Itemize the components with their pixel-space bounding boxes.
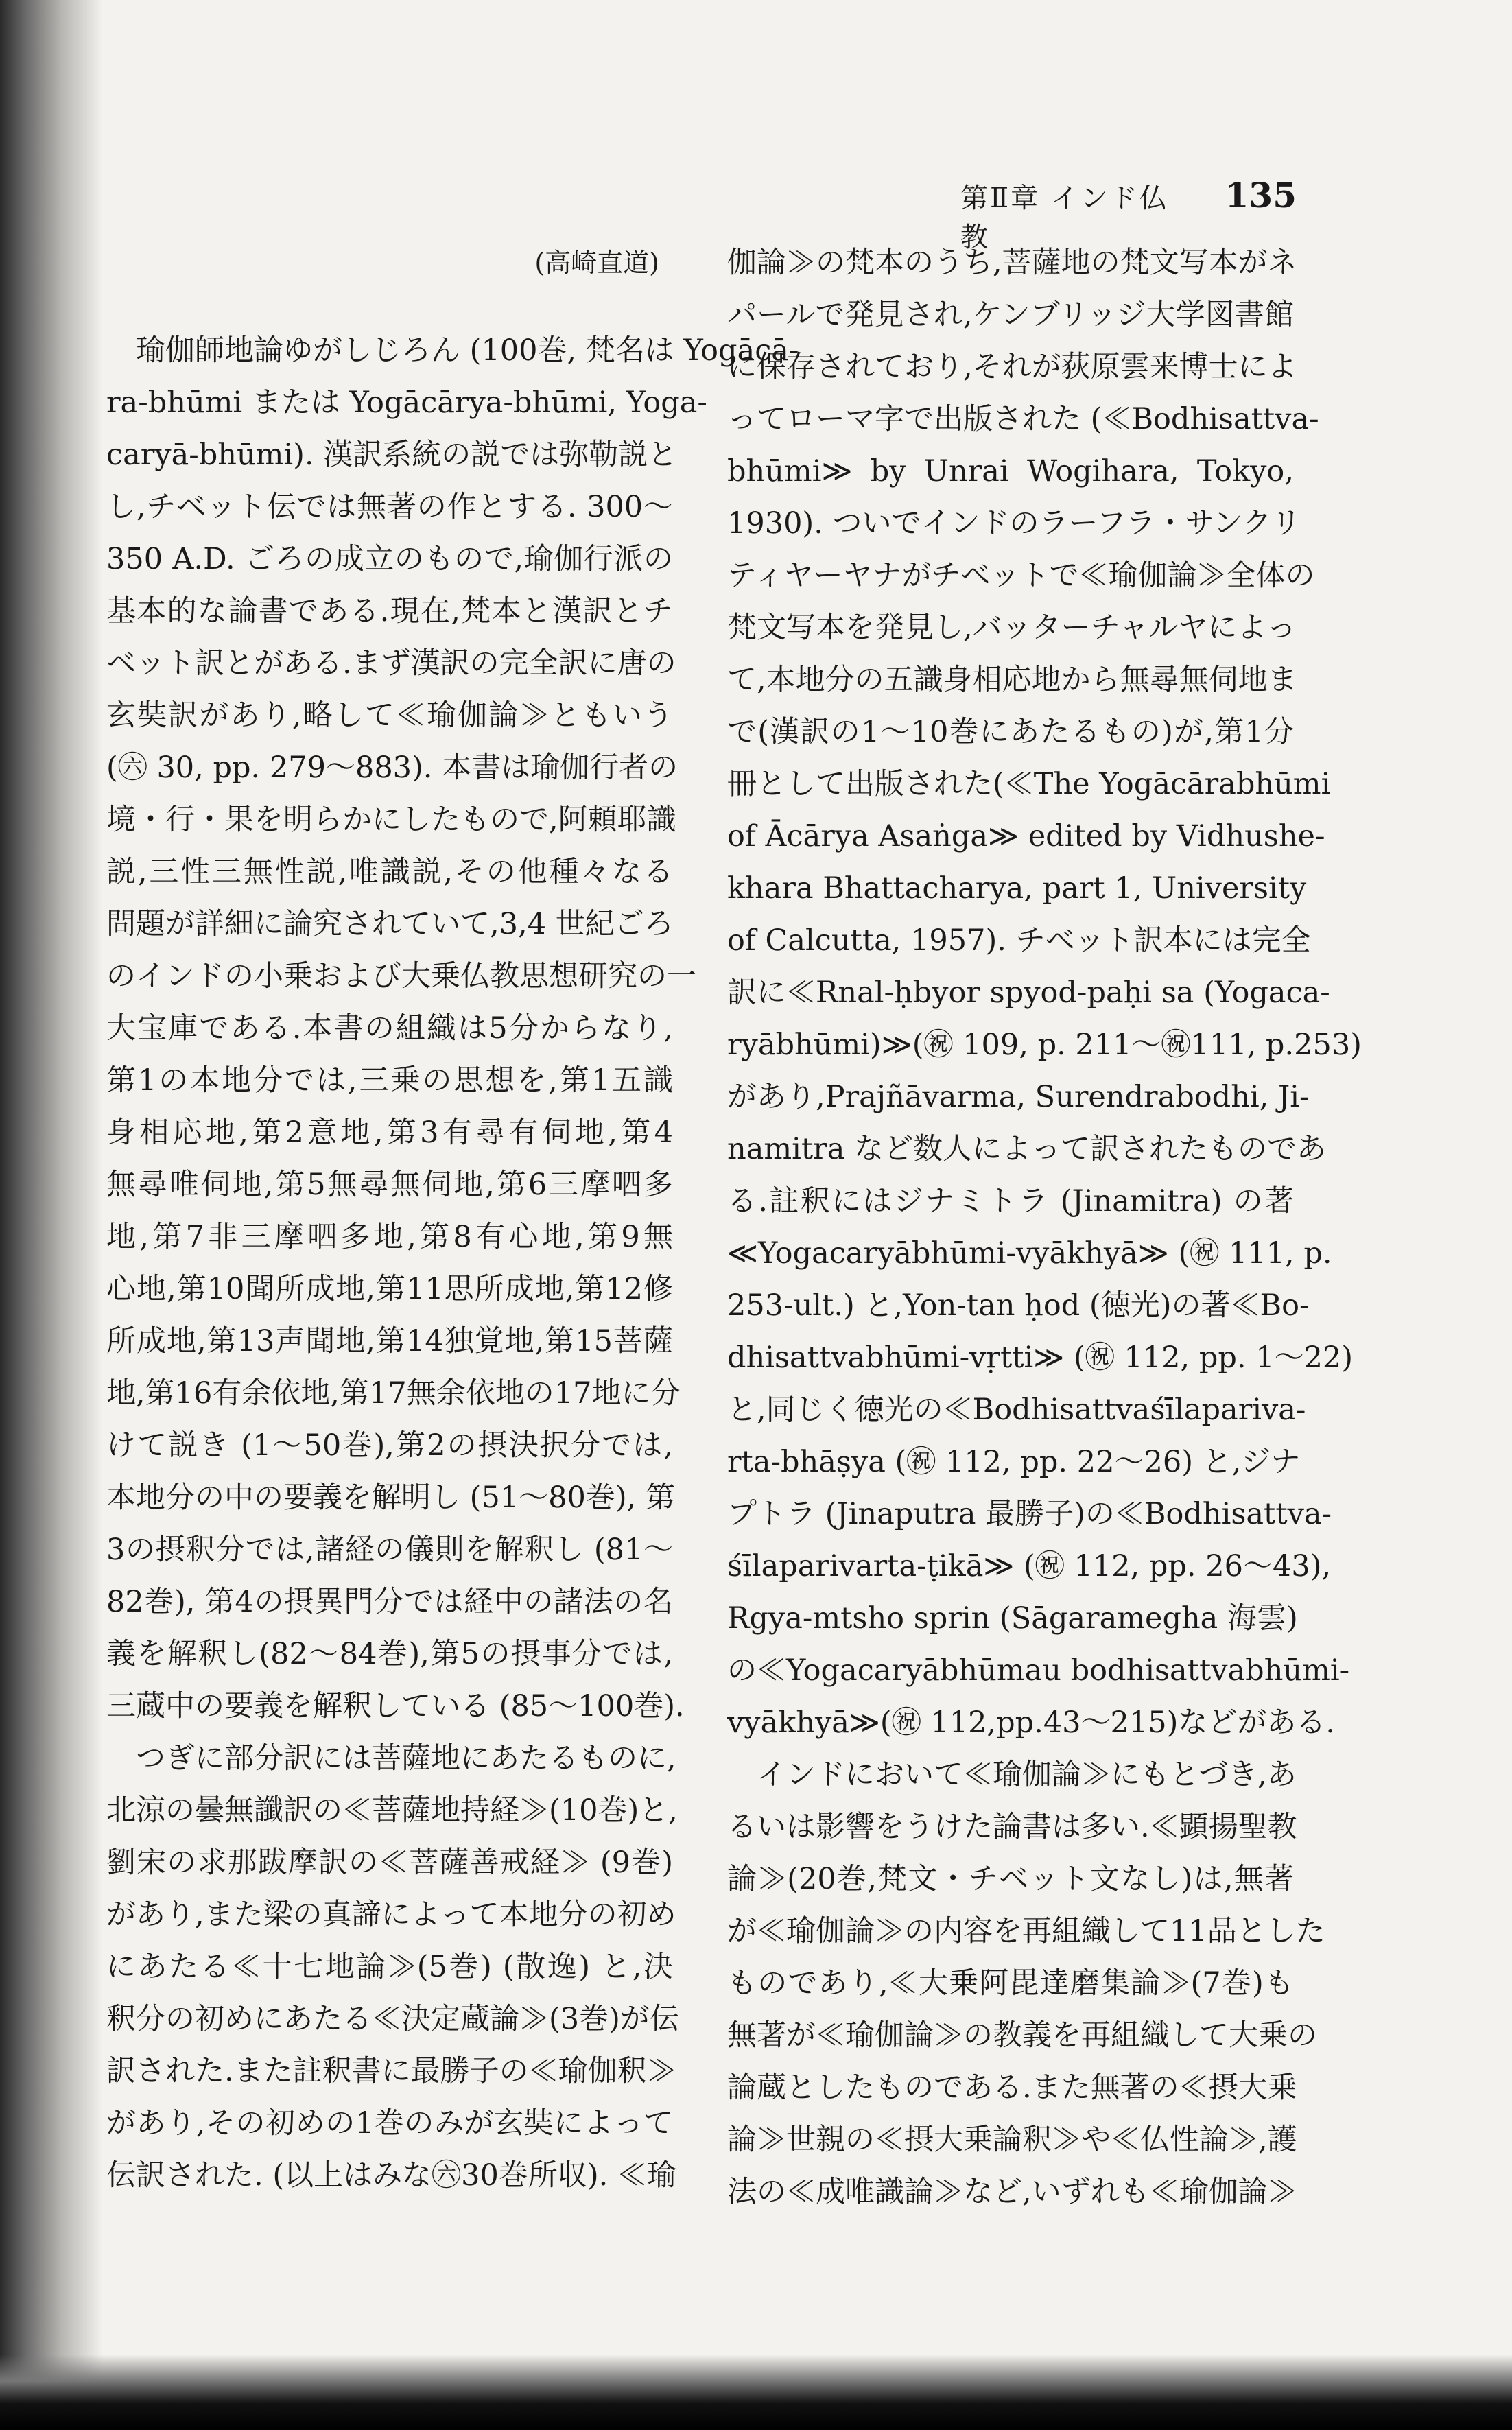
text-line: 無尋唯伺地,第5無尋無伺地,第6三摩呬多: [106, 1168, 673, 1202]
text-line: 瑜伽師地論ゆがしじろん (100巻, 梵名は Yogācā-: [136, 333, 799, 368]
right-column: [727, 237, 1362, 2218]
text-line: vyākhyā≫(㊗ 112,pp.43〜215)などがある.: [727, 1706, 1336, 1740]
text-line: 地,第16有余依地,第17無余依地の17地に分: [106, 1376, 681, 1411]
scan-edge-shadow: [0, 2355, 1512, 2430]
text-line: 義を解釈し(82〜84巻),第5の摂事分では,: [106, 1637, 673, 1671]
text-line: のインドの小乗および大乗仏教思想研究の一: [106, 959, 696, 993]
text-line: に保存されており,それが荻原雲来博士によ: [727, 350, 1297, 384]
text-line: し,チベット伝では無著の作とする. 300〜: [106, 490, 673, 524]
author-credit: (高崎直道): [534, 248, 659, 278]
text-line: にあたる≪十七地論≫(5巻) (散逸) と,決: [106, 1950, 673, 1984]
text-line: śīlaparivarta-ṭikā≫ (㊗ 112, pp. 26〜43),: [727, 1549, 1332, 1583]
entry-gap: [106, 289, 673, 325]
text-line: 第1の本地分では,三乗の思想を,第1五識: [106, 1063, 673, 1098]
text-line: があり,また梁の真諦によって本地分の初め: [106, 1898, 676, 1932]
text-line: 本地分の中の要義を解明し (51〜80巻), 第: [106, 1481, 675, 1515]
text-line: (㊅ 30, pp. 279〜883). 本書は瑜伽行者の: [106, 751, 678, 785]
text-line: 論≫(20巻,梵文・チベット文なし)は,無著: [727, 1862, 1294, 1896]
left-column: [106, 237, 799, 2202]
text-line: ≪Yogacaryābhūmi-vyākhyā≫ (㊗ 111, p.: [727, 1236, 1332, 1271]
text-line: 問題が詳細に論究されていて,3,4 世紀ごろ: [106, 907, 674, 941]
text-line: つぎに部分訳には菩薩地にあたるものに,: [136, 1741, 676, 1776]
text-line: 伽論≫の梵本のうち,菩薩地の梵文写本がネ: [727, 246, 1297, 280]
text-line: プトラ (Jinaputra 最勝子)の≪Bodhisattva-: [727, 1497, 1332, 1531]
text-line: 訳された.また註釈書に最勝子の≪瑜伽釈≫: [106, 2054, 676, 2088]
page-number: 135: [1225, 175, 1297, 215]
text-line: が≪瑜伽論≫の内容を再組織して11品とした: [727, 1914, 1325, 1948]
text-line: て,本地分の五識身相応地から無尋無伺地ま: [727, 663, 1297, 697]
text-line: 所成地,第13声聞地,第14独覚地,第15菩薩: [106, 1324, 673, 1358]
text-line: ってローマ字で出版された (≪Bodhisattva-: [727, 402, 1319, 436]
text-line: 地,第7非三摩呬多地,第8有心地,第9無: [106, 1220, 673, 1254]
text-line: 境・行・果を明らかにしたもので,阿頼耶識: [106, 803, 676, 837]
text-line: 冊として出版された(≪The Yogācārabhūmi: [727, 767, 1331, 801]
text-line: of Calcutta, 1957). チベット訳本には完全: [727, 923, 1311, 958]
text-line: 北涼の曇無讖訳の≪菩薩地持経≫(10巻)と,: [106, 1793, 678, 1828]
text-line: があり,Prajñāvarma, Surendrabodhi, Ji-: [727, 1080, 1310, 1114]
text-line: るいは影響をうけた論書は多い.≪顕揚聖教: [727, 1810, 1297, 1844]
chapter-title: 第Ⅱ章 インド仏教: [960, 182, 1169, 253]
text-line: けて説き (1〜50巻),第2の摂決択分では,: [106, 1428, 673, 1463]
text-line: 説,三性三無性説,唯識説,その他種々なる: [106, 855, 673, 889]
text-line: で(漢訳の1〜10巻にあたるもの)が,第1分: [727, 715, 1294, 749]
text-line: khara Bhattacharya, part 1, University: [727, 871, 1307, 906]
running-head: [960, 175, 1297, 253]
text-line: ものであり,≪大乗阿毘達磨集論≫(7巻)も: [727, 1966, 1294, 2001]
text-line: namitra など数人によって訳されたものであ: [727, 1132, 1326, 1166]
text-line: 3の摂釈分では,諸経の儀則を解釈し (81〜: [106, 1533, 673, 1567]
text-line: 大宝庫である.本書の組織は5分からなり,: [106, 1011, 673, 1046]
text-line: 基本的な論書である.現在,梵本と漢訳とチ: [106, 594, 673, 628]
text-line: of Ācārya Asaṅga≫ edited by Vidhushe-: [727, 819, 1325, 853]
text-line: 釈分の初めにあたる≪決定蔵論≫(3巻)が伝: [106, 2002, 679, 2036]
text-line: 350 A.D. ごろの成立のもので,瑜伽行派の: [106, 542, 673, 576]
text-line: 82巻), 第4の摂異門分では経中の諸法の名: [106, 1585, 673, 1619]
text-line: ra-bhūmi または Yogācārya-bhūmi, Yoga-: [106, 386, 707, 420]
text-line: の≪Yogacaryābhūmau bodhisattvabhūmi-: [727, 1653, 1350, 1688]
text-line: bhūmi≫ by Unrai Wogihara, Tokyo,: [727, 454, 1294, 488]
text-line: ryābhūmi)≫(㊗ 109, p. 211〜㊗111, p.253): [727, 1028, 1362, 1062]
text-line: る.註釈にはジナミトラ (Jinamitra) の著: [727, 1184, 1294, 1218]
text-line: 伝訳された. (以上はみな㊅30巻所収). ≪瑜: [106, 2158, 676, 2193]
text-line: 253-ult.) と,Yon-tan ḥod (徳光)の著≪Bo-: [727, 1288, 1310, 1323]
text-line: caryā-bhūmi). 漢訳系統の説では弥勒説と: [106, 438, 678, 472]
text-line: 法の≪成唯識論≫など,いずれも≪瑜伽論≫: [727, 2175, 1297, 2209]
text-line: rta-bhāṣya (㊗ 112, pp. 22〜26) と,ジナ: [727, 1445, 1301, 1479]
text-line: dhisattvabhūmi-vṛtti≫ (㊗ 112, pp. 1〜22): [727, 1341, 1354, 1375]
text-line: パールで発見され,ケンブリッジ大学図書館: [727, 298, 1294, 332]
text-line: 1930). ついでインドのラーフラ・サンクリ: [727, 506, 1301, 541]
text-line: 劉宋の求那跋摩訳の≪菩薩善戒経≫ (9巻): [106, 1845, 673, 1880]
text-line: 玄奘訳があり,略して≪瑜伽論≫ともいう: [106, 698, 673, 733]
text-line: と,同じく徳光の≪Bodhisattvaśīlapariva-: [727, 1393, 1306, 1427]
text-line: インドにおいて≪瑜伽論≫にもとづき,あ: [757, 1758, 1297, 1792]
binding-shadow: [0, 0, 103, 2430]
text-line: 梵文写本を発見し,バッターチャルヤによっ: [727, 611, 1297, 645]
text-line: 心地,第10聞所成地,第11思所成地,第12修: [106, 1272, 673, 1306]
text-line: 訳に≪Rnal-ḥbyor spyod-paḥi sa (Yogaca-: [727, 976, 1330, 1010]
text-line: 論蔵としたものである.また無著の≪摂大乗: [727, 2071, 1297, 2105]
text-line: Rgya-mtsho sprin (Sāgaramegha 海雲): [727, 1601, 1298, 1636]
text-line: ベット訳とがある.まず漢訳の完全訳に唐の: [106, 646, 676, 681]
text-line: ティヤーヤナがチベットで≪瑜伽論≫全体の: [727, 558, 1315, 593]
text-line: 論≫世親の≪摂大乗論釈≫や≪仏性論≫,護: [727, 2123, 1297, 2157]
text-line: があり,その初めの1巻のみが玄奘によって: [106, 2106, 673, 2140]
text-line: 三蔵中の要義を解釈している (85〜100巻).: [106, 1689, 685, 1723]
text-line: 身相応地,第2意地,第3有尋有伺地,第4: [106, 1116, 673, 1150]
text-line: 無著が≪瑜伽論≫の教義を再組織して大乗の: [727, 2018, 1317, 2053]
